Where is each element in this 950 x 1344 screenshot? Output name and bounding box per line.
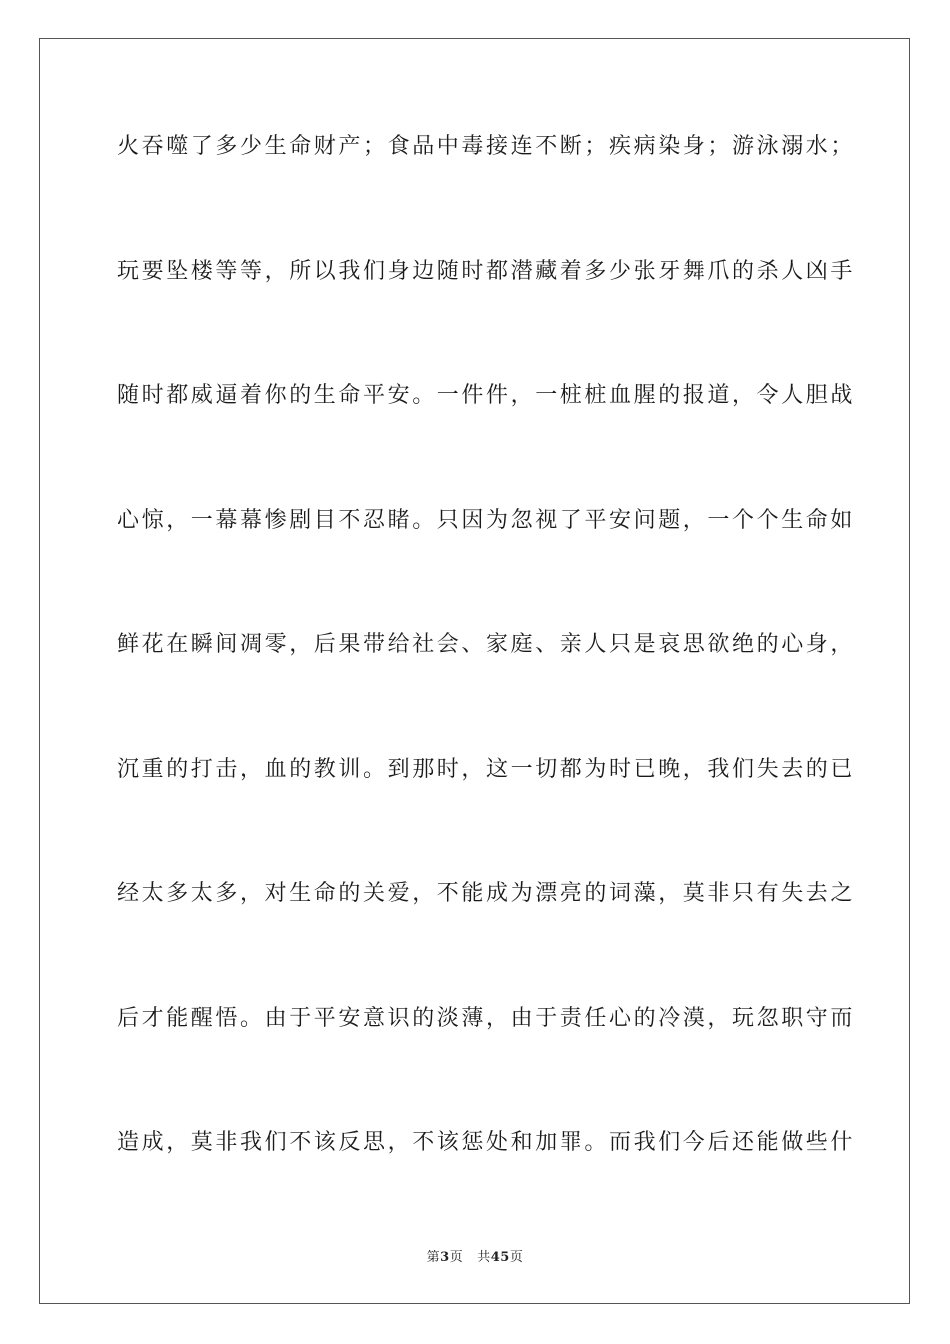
page-number: 3 [440,1250,450,1265]
text-line: 造成，莫非我们不该反思，不该惩处和加罪。而我们今后还能做些什 [117,1130,856,1155]
total-prefix: 共 [477,1250,491,1265]
text-line: 后才能醒悟。由于平安意识的淡薄，由于责任心的冷漠，玩忽职守而 [117,1005,856,1031]
page-footer [0,1246,950,1265]
page-suffix: 页 [449,1250,464,1265]
text-line: 火吞噬了多少生命财产；食品中毒接连不断；疾病染身；游泳溺水； [117,134,856,159]
body-text [117,128,856,1249]
text-line: 沉重的打击，血的教训。到那时，这一切都为时已晚，我们失去的已 [117,756,856,782]
text-line: 心惊，一幕幕惨剧目不忍睹。只因为忽视了平安问题，一个个生命如 [117,507,856,533]
total-suffix: 页 [509,1250,524,1265]
text-line: 随时都威逼着你的生命平安。一件件，一桩桩血腥的报道，令人胆战 [117,383,856,408]
text-line: 鲜花在瞬间凋零，后果带给社会、家庭、亲人只是哀思欲绝的心身， [117,632,856,657]
total-pages: 45 [490,1250,510,1265]
text-line: 经太多太多，对生命的关爱，不能成为漂亮的词藻，莫非只有失去之 [117,881,856,906]
page-prefix: 第 [426,1250,441,1265]
text-line: 玩要坠楼等等，所以我们身边随时都潜藏着多少张牙舞爪的杀人凶手 [117,258,856,284]
